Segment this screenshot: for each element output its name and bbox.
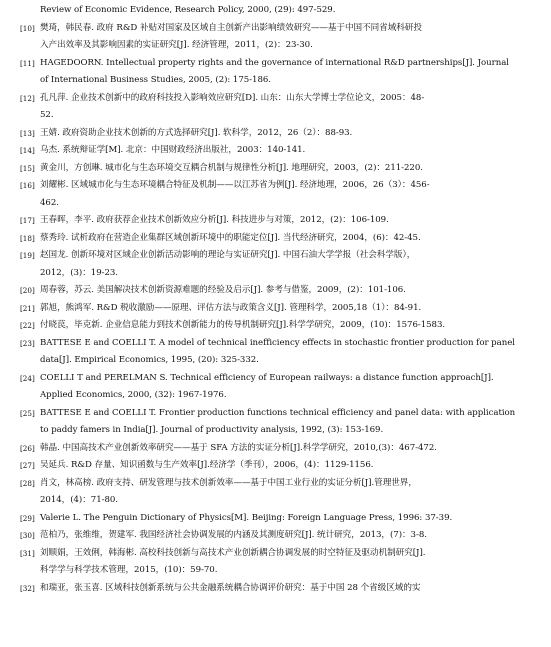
- reference-text-line: 462.: [40, 197, 59, 208]
- reference-text-line: 入产出效率及其影响因素的实证研究[J]. 经济管理，2011，(2)：23-30.: [40, 40, 313, 50]
- reference-item: [20, 212, 534, 230]
- reference-number: [30]: [20, 531, 35, 540]
- reference-item: [20, 160, 534, 178]
- reference-text-line: Valerie L. The Penguin Dictionary of Physics[M]. Beijing: Foreign Language Press, 1996: 37-39.: [40, 512, 453, 523]
- reference-text-line: 孔凡萍. 企业技术创新中的政府科技投入影响效应研究[D]. 山东：山东大学博士学位论文，2005：48-: [40, 92, 425, 103]
- reference-item: [20, 440, 534, 458]
- reference-text-line: data[J]. Empirical Economics, 1995, (20): 325-332.: [40, 355, 259, 365]
- reference-item: [20, 247, 534, 282]
- reference-text-line: Applied Economics, 2000, (32): 1967-1976.: [40, 390, 227, 400]
- reference-text-line: 赵国龙. 创新环境对区域企业创新活动影响的理论与实证研究[J]. 中国石油大学学报（社会科学版），: [40, 250, 416, 260]
- reference-number: [10]: [20, 23, 35, 33]
- reference-item: [20, 230, 534, 248]
- reference-number: [25]: [20, 408, 35, 418]
- reference-text-line: 52.: [40, 110, 54, 120]
- reference-text-line: 郭旭，熊鸿军. R&D 税收激励——原理、评估方法与政策含义[J]. 管理科学，2005,18（1）：84-91.: [40, 302, 422, 313]
- reference-number: [12]: [20, 93, 35, 103]
- reference-number: [21]: [20, 303, 35, 313]
- reference-text-line: 黄金川，方创琳. 城市化与生态环境交互耦合机制与规律性分析[J]. 地理研究，2003，(2)：211-220.: [40, 162, 423, 173]
- reference-item: [20, 527, 534, 545]
- reference-text-line: 范柏乃，张维维，贺建军. 我国经济社会协调发展的内涵及其测度研究[J]. 统计研究，2013，(7)：3-8.: [40, 530, 427, 540]
- reference-text-line: 王婧. 政府资助企业技术创新的方式选择研究[J]. 软科学，2012，26（2）：88-93.: [40, 127, 353, 138]
- reference-item: [20, 142, 534, 160]
- reference-text-line: COELLI T and PERELMAN S. Technical efficiency of European railways: a distance function approach[J].: [40, 372, 494, 383]
- reference-text-line: 乌杰. 系统辩证学[M]. 北京：中国财政经济出版社，2003：140-141.: [40, 145, 306, 155]
- reference-number: [14]: [20, 146, 35, 155]
- reference-number: [32]: [20, 583, 35, 593]
- reference-item: [20, 317, 534, 335]
- reference-number: [11]: [20, 58, 35, 68]
- reference-item: [20, 510, 534, 528]
- reference-number: [22]: [20, 321, 35, 330]
- reference-number: [17]: [20, 216, 35, 225]
- reference-item: [20, 580, 534, 598]
- reference-text-line: 刘顺娟，王效俐，韩海彬. 高校科技创新与高技术产业创新耦合协调发展的时空特征及驱动机制研究[J].: [40, 547, 426, 558]
- reference-number: [27]: [20, 461, 35, 470]
- reference-text-line: 2012，(3)：19-23.: [40, 267, 118, 278]
- reference-item: [20, 335, 534, 370]
- reference-text-line: to paddy famers in India[J]. Journal of productivity analysis, 1992, (3): 153-169.: [40, 425, 384, 435]
- reference-number: [31]: [20, 548, 35, 558]
- reference-number: [29]: [20, 513, 35, 523]
- reference-text-line: 科学学与科学技术管理，2015，(10)：59-70.: [40, 565, 218, 575]
- reference-text-line: 樊琦，韩民春. 政府 R&D 补贴对国家及区域自主创新产出影响绩效研究——基于中国不同省域科研投: [40, 22, 422, 33]
- reference-item: [20, 55, 534, 90]
- reference-item: [20, 475, 534, 510]
- reference-number: [19]: [20, 251, 35, 260]
- reference-number: [20]: [20, 286, 35, 295]
- reference-item: [20, 2, 534, 20]
- reference-text-line: of International Business Studies, 2005, (2): 175-186.: [40, 75, 271, 85]
- reference-text-line: 王春晖，李平. 政府获荐企业技术创新效应分析[J]. 科技进步与对策，2012，(2)：106-109.: [40, 215, 389, 225]
- reference-text-line: 韩晶. 中国高技术产业创新效率研究——基于 SFA 方法的实证分析[J].科学学研究，2010,(3)：467-472.: [40, 442, 437, 453]
- reference-number: [26]: [20, 443, 35, 453]
- reference-number: [18]: [20, 233, 35, 243]
- reference-number: [15]: [20, 163, 35, 173]
- reference-text-line: 刘耀彬. 区域城市化与生态环境耦合特征及机制——以江苏省为例[J]. 经济地理，2006，26（3）：456-: [40, 180, 430, 190]
- reference-item: [20, 545, 534, 580]
- reference-item: [20, 457, 534, 475]
- reference-text-line: 吴延兵. R&D 存量、知识函数与生产效率[J].经济学（季刊），2006，(4)：1129-1156.: [40, 460, 374, 470]
- reference-number: [13]: [20, 128, 35, 138]
- reference-text-line: BATTESE E and COELLI T. Frontier production functions technical efficiency and panel data: with application: [40, 407, 516, 418]
- reference-number: [28]: [20, 478, 35, 488]
- reference-item: [20, 370, 534, 405]
- reference-text-line: 蔡秀玲. 试析政府在营造企业集群区域创新环境中的职能定位[J]. 当代经济研究，2004，(6)：42-45.: [40, 232, 421, 243]
- reference-text-line: 和瑞亚，张玉喜. 区域科技创新系统与公共金融系统耦合协调评价研究：基于中国 28 个省级区域的实: [40, 582, 421, 593]
- reference-text-line: 付晓苠，毕克新. 企业信息能力到技术创新能力的传导机制研究[J].科学学研究，2009，(10)：1576-1583.: [40, 320, 446, 330]
- reference-text-line: HAGEDOORN. Intellectual property rights and the governance of international R&D partnerships[J]. Journal: [40, 57, 509, 68]
- reference-item: [20, 405, 534, 440]
- reference-item: [20, 20, 534, 55]
- reference-item: [20, 125, 534, 143]
- reference-item: [20, 90, 534, 125]
- reference-text-line: 周春蓉，苏云. 美国解决技术创新资源难题的经验及启示[J]. 参考与借鉴，2009，(2)：101-106.: [40, 285, 406, 295]
- reference-text-line: 肖文，林高榜. 政府支持、研发管理与技术创新效率——基于中国工业行业的实证分析[J].管理世界，: [40, 477, 417, 488]
- reference-text-line: 2014，(4)：71-80.: [40, 495, 118, 505]
- reference-number: [24]: [20, 373, 35, 383]
- reference-text-line: BATTESE E and COELLI T. A model of technical inefficiency effects in stochastic frontier production for panel: [40, 337, 515, 348]
- reference-number: [16]: [20, 181, 35, 190]
- reference-item: [20, 282, 534, 300]
- reference-number: [23]: [20, 338, 35, 348]
- reference-item: [20, 177, 534, 212]
- reference-text-line: Review of Economic Evidence, Research Policy, 2000, (29): 497-529.: [40, 5, 336, 15]
- reference-item: [20, 300, 534, 318]
